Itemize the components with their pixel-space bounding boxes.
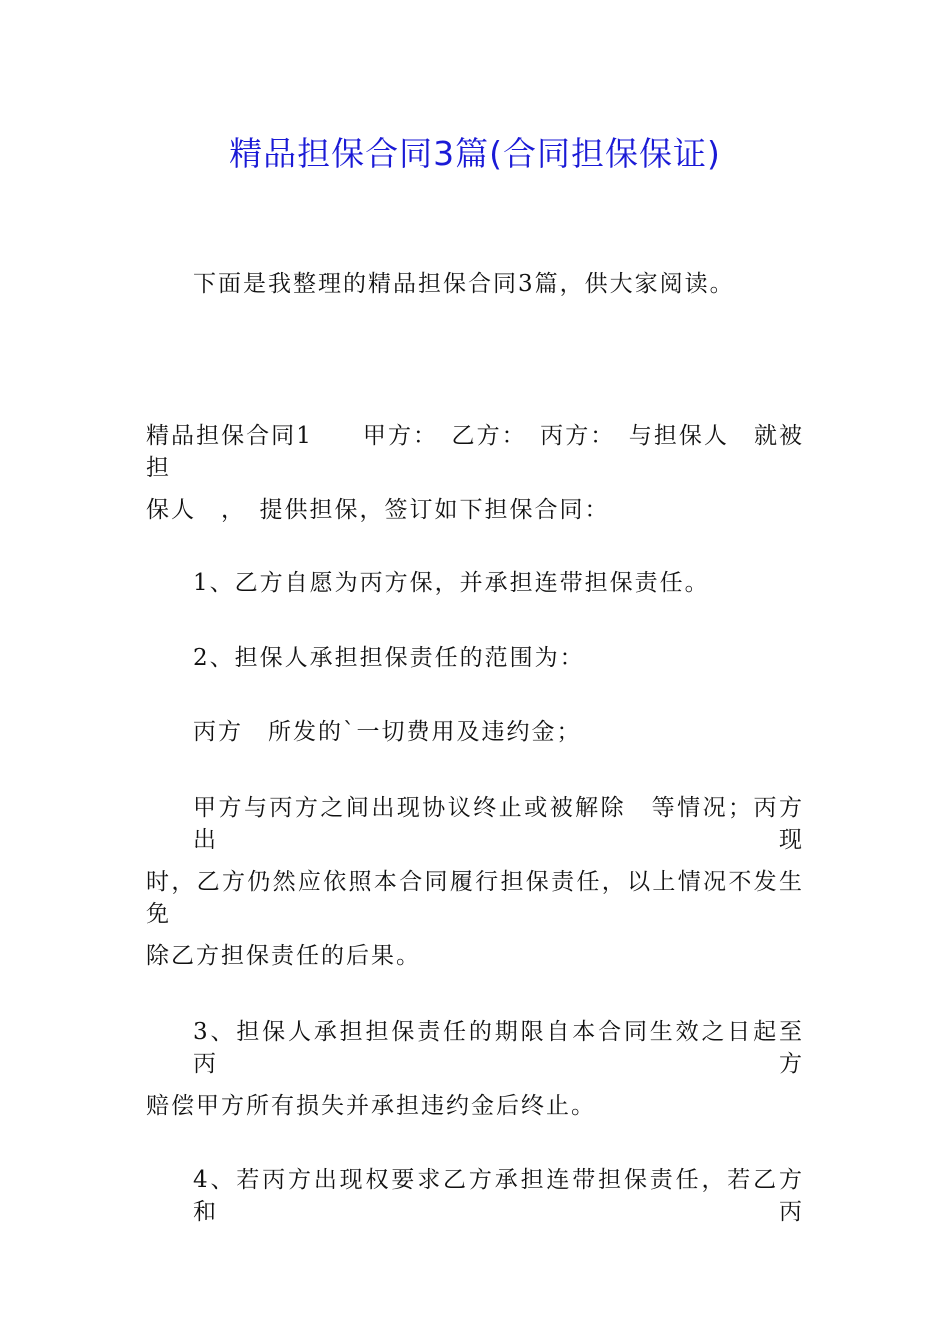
- paragraph-line: 丙方 所发的`一切费用及违约金；: [193, 719, 582, 745]
- intro-paragraph: 下面是我整理的精品担保合同3篇，供大家阅读。: [193, 271, 735, 297]
- paragraph-line: 2、担保人承担担保责任的范围为：: [193, 645, 585, 671]
- paragraph-line: 除乙方担保责任的后果。: [146, 943, 421, 969]
- paragraph-line: 精品担保合同1 甲方： 乙方： 丙方： 与担保人 就被担: [146, 423, 804, 481]
- paragraph-line: 时，乙方仍然应依照本合同履行担保责任，以上情况不发生免: [146, 869, 804, 927]
- paragraph-line: 4、若丙方出现权要求乙方承担连带担保责任，若乙方和丙: [193, 1167, 804, 1225]
- paragraph-line: 保人 ， 提供担保，签订如下担保合同：: [146, 497, 610, 523]
- paragraph-line: 3、担保人承担担保责任的期限自本合同生效之日起至丙方: [193, 1019, 804, 1077]
- document-title: 精品担保合同3篇(合同担保保证): [229, 134, 721, 173]
- paragraph-line: 甲方与丙方之间出现协议终止或被解除 等情况；丙方出现: [193, 795, 804, 853]
- paragraph-line: 赔偿甲方所有损失并承担违约金后终止。: [146, 1093, 596, 1119]
- paragraph-line: 1、乙方自愿为丙方保，并承担连带担保责任。: [193, 570, 710, 596]
